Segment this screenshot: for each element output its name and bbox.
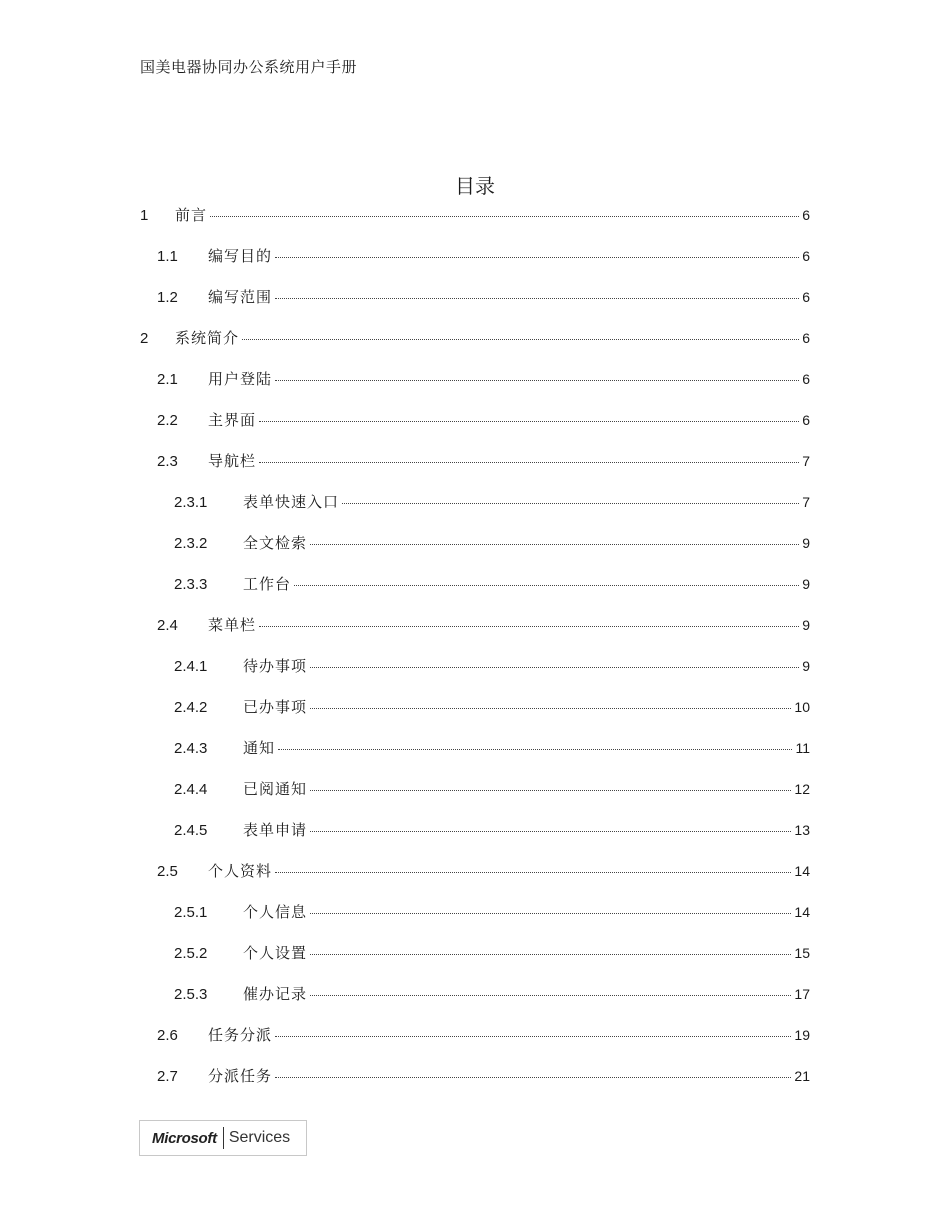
toc-entry-title: 编写范围 [208,288,273,306]
toc-entry-number: 2.4.3 [174,740,208,757]
toc-entry-page: 15 [794,945,810,961]
toc-leader-dots [210,216,799,217]
toc-entry-number: 2.6 [157,1027,178,1044]
toc-entry[interactable] [140,245,810,286]
toc-entry-title: 个人资料 [208,862,273,880]
toc-entry-title: 催办记录 [243,985,308,1003]
toc-leader-dots [310,831,791,832]
toc-entry-page: 9 [802,535,810,551]
toc-entry-page: 7 [802,494,810,510]
toc-entry-title: 个人信息 [243,903,308,921]
logo-brand-text: Microsoft [152,1129,217,1147]
toc-entry-number: 1.2 [157,289,178,306]
document-header-title: 国美电器协同办公系统用户手册 [140,58,358,76]
toc-entry[interactable] [140,819,810,860]
toc-entry-number: 2 [140,330,149,347]
toc-entry-number: 2.5 [157,863,178,880]
toc-entry-page: 17 [794,986,810,1002]
toc-entry-number: 2.3.3 [174,576,208,593]
toc-entry-number: 2.4.1 [174,658,208,675]
toc-entry-number: 2.3 [157,453,178,470]
toc-entry[interactable] [140,204,810,245]
toc-entry-page: 6 [802,289,810,305]
toc-entry-number: 1 [140,207,149,224]
toc-leader-dots [310,544,799,545]
toc-entry[interactable] [140,409,810,450]
toc-entry-number: 2.5.3 [174,986,208,1003]
toc-entry-title: 表单申请 [243,821,308,839]
toc-entry-page: 9 [802,576,810,592]
toc-entry-title: 已办事项 [243,698,308,716]
toc-entry-page: 6 [802,412,810,428]
toc-entry-title: 全文检索 [243,534,308,552]
toc-entry-page: 10 [794,699,810,715]
toc-entry-title: 编写目的 [208,247,273,265]
toc-leader-dots [275,298,799,299]
toc-entry-page: 6 [802,248,810,264]
toc-entry[interactable] [140,737,810,778]
toc-entry-title: 个人设置 [243,944,308,962]
toc-leader-dots [310,790,791,791]
toc-entry-number: 2.4.5 [174,822,208,839]
toc-leader-dots [275,1077,791,1078]
toc-leader-dots [342,503,799,504]
toc-leader-dots [310,995,791,996]
toc-leader-dots [259,626,799,627]
toc-entry-page: 6 [802,371,810,387]
toc-entry[interactable] [140,655,810,696]
toc-entry-page: 6 [802,330,810,346]
toc-entry[interactable] [140,1024,810,1065]
toc-entry-title: 菜单栏 [208,616,257,634]
toc-entry-page: 6 [802,207,810,223]
toc-entry-title: 系统简介 [175,329,240,347]
toc-leader-dots [275,380,799,381]
toc-entry[interactable] [140,491,810,532]
toc-entry-title: 主界面 [208,411,257,429]
toc-entry[interactable] [140,532,810,573]
toc-entry-page: 9 [802,658,810,674]
toc-entry-number: 2.7 [157,1068,178,1085]
logo-service-text: Services [228,1129,291,1146]
toc-leader-dots [275,257,799,258]
toc-leader-dots [294,585,799,586]
toc-entry-title: 用户登陆 [208,370,273,388]
toc-entry-page: 12 [794,781,810,797]
toc-entry[interactable] [140,901,810,942]
toc-entry-page: 21 [794,1068,810,1084]
toc-leader-dots [259,421,799,422]
toc-entry-number: 2.5.2 [174,945,208,962]
toc-entry-number: 2.4.4 [174,781,208,798]
toc-entry[interactable] [140,778,810,819]
toc-leader-dots [278,749,792,750]
toc-entry-number: 2.4 [157,617,178,634]
microsoft-services-logo [139,1120,307,1156]
toc-leader-dots [310,913,791,914]
toc-leader-dots [310,667,799,668]
toc-entry-title: 前言 [175,206,208,224]
toc-entry-title: 导航栏 [208,452,257,470]
toc-leader-dots [310,708,791,709]
toc-leader-dots [275,872,791,873]
toc-leader-dots [242,339,799,340]
toc-entry[interactable] [140,327,810,368]
toc-entry[interactable] [140,696,810,737]
toc-entry[interactable] [140,573,810,614]
table-of-contents [140,204,810,1106]
toc-entry-title: 通知 [243,739,276,757]
toc-entry[interactable] [140,942,810,983]
toc-entry[interactable] [140,450,810,491]
toc-entry-title: 工作台 [243,575,292,593]
toc-entry[interactable] [140,860,810,901]
toc-entry-title: 已阅通知 [243,780,308,798]
toc-entry[interactable] [140,983,810,1024]
toc-entry-page: 9 [802,617,810,633]
toc-entry-number: 2.3.1 [174,494,208,511]
toc-entry-page: 19 [794,1027,810,1043]
toc-entry[interactable] [140,614,810,655]
toc-entry[interactable] [140,1065,810,1106]
toc-entry-title: 待办事项 [243,657,308,675]
toc-entry[interactable] [140,368,810,409]
toc-entry-page: 14 [794,863,810,879]
toc-entry-number: 2.4.2 [174,699,208,716]
toc-entry-page: 11 [795,740,810,756]
toc-entry-number: 2.3.2 [174,535,208,552]
toc-entry-title: 任务分派 [208,1026,273,1044]
toc-entry-page: 7 [802,453,810,469]
toc-entry-number: 2.2 [157,412,178,429]
toc-entry[interactable] [140,286,810,327]
toc-leader-dots [259,462,799,463]
toc-leader-dots [310,954,791,955]
logo-divider [223,1127,224,1149]
toc-entry-number: 1.1 [157,248,178,265]
toc-entry-title: 分派任务 [208,1067,273,1085]
toc-entry-number: 2.5.1 [174,904,208,921]
toc-entry-title: 表单快速入口 [243,493,340,511]
toc-entry-page: 14 [794,904,810,920]
toc-entry-number: 2.1 [157,371,178,388]
toc-heading: 目录 [455,174,495,198]
toc-leader-dots [275,1036,791,1037]
toc-entry-page: 13 [794,822,810,838]
